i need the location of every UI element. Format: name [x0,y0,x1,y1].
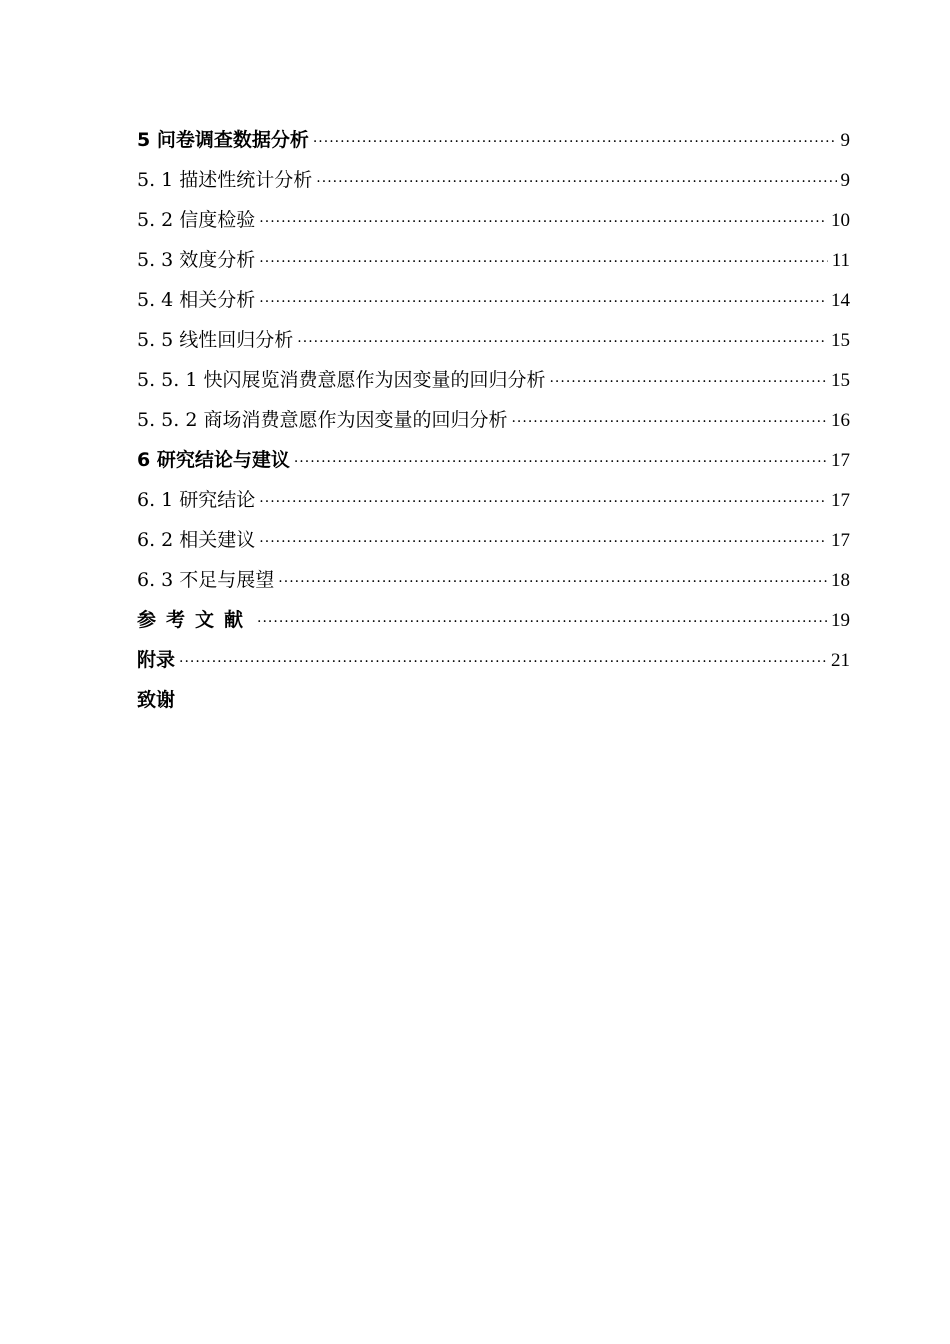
dot-leader [259,242,827,282]
toc-entry-chapter-6[interactable] [137,440,850,480]
toc-entry-page: 10 [831,210,850,231]
toc-entry-page: 17 [831,490,850,511]
dot-leader [257,602,827,642]
toc-entry-page: 11 [831,250,850,271]
toc-entry-page: 15 [831,370,850,391]
toc-entry-chapter-5[interactable] [137,120,850,160]
toc-entry-title: 参考文献 [137,609,254,631]
toc-entry-5-2[interactable] [137,200,850,240]
toc-entry-title: 6 研究结论与建议 [137,449,290,471]
toc-entry-page: 19 [831,610,850,631]
toc-entry-5-5-2[interactable] [137,400,850,440]
toc-entry-page: 17 [831,450,850,471]
toc-entry-page: 16 [831,410,850,431]
toc-entry-title: 5. 1 描述性统计分析 [137,169,313,191]
dot-leader [259,282,827,322]
toc-entry-title: 5. 3 效度分析 [137,249,256,271]
toc-entry-title: 致谢 [137,689,176,711]
dot-leader [259,482,827,522]
toc-entry-title: 5. 5. 2 商场消费意愿作为因变量的回归分析 [137,409,508,431]
toc-entry-5-3[interactable] [137,240,850,280]
toc-entry-title: 5. 5 线性回归分析 [137,329,294,351]
dot-leader [511,402,827,442]
toc-entry-title: 6. 3 不足与展望 [137,569,275,591]
toc-entry-page: 17 [831,530,850,551]
dot-leader [259,202,827,242]
dot-leader [278,562,827,602]
dot-leader [297,322,827,362]
toc-entry-page: 9 [840,130,850,151]
toc-entry-acknowledgements[interactable] [137,680,850,720]
toc-entry-page: 9 [840,170,850,191]
dot-leader [316,162,836,202]
toc-entry-references[interactable] [137,600,850,640]
toc-entry-5-5[interactable] [137,320,850,360]
toc-entry-page: 14 [831,290,850,311]
dot-leader [294,442,827,482]
toc-entry-page: 15 [831,330,850,351]
toc-entry-page: 18 [831,570,850,591]
dot-leader [179,642,827,682]
toc-entry-title: 5. 5. 1 快闪展览消费意愿作为因变量的回归分析 [137,369,546,391]
toc-entry-title: 5 问卷调查数据分析 [137,129,309,151]
toc-entry-title: 6. 1 研究结论 [137,489,256,511]
toc-entry-page: 21 [831,650,850,671]
dot-leader [259,522,827,562]
toc-entry-5-1[interactable] [137,160,850,200]
toc-entry-5-4[interactable] [137,280,850,320]
toc-entry-5-5-1[interactable] [137,360,850,400]
toc-entry-title: 5. 2 信度检验 [137,209,256,231]
toc-entry-6-3[interactable] [137,560,850,600]
toc-entry-6-1[interactable] [137,480,850,520]
dot-leader [313,122,837,162]
toc-entry-title: 5. 4 相关分析 [137,289,256,311]
table-of-contents [137,120,850,720]
toc-entry-title: 6. 2 相关建议 [137,529,256,551]
dot-leader [549,362,827,402]
toc-entry-appendix[interactable] [137,640,850,680]
toc-entry-6-2[interactable] [137,520,850,560]
toc-entry-title: 附录 [137,649,176,671]
